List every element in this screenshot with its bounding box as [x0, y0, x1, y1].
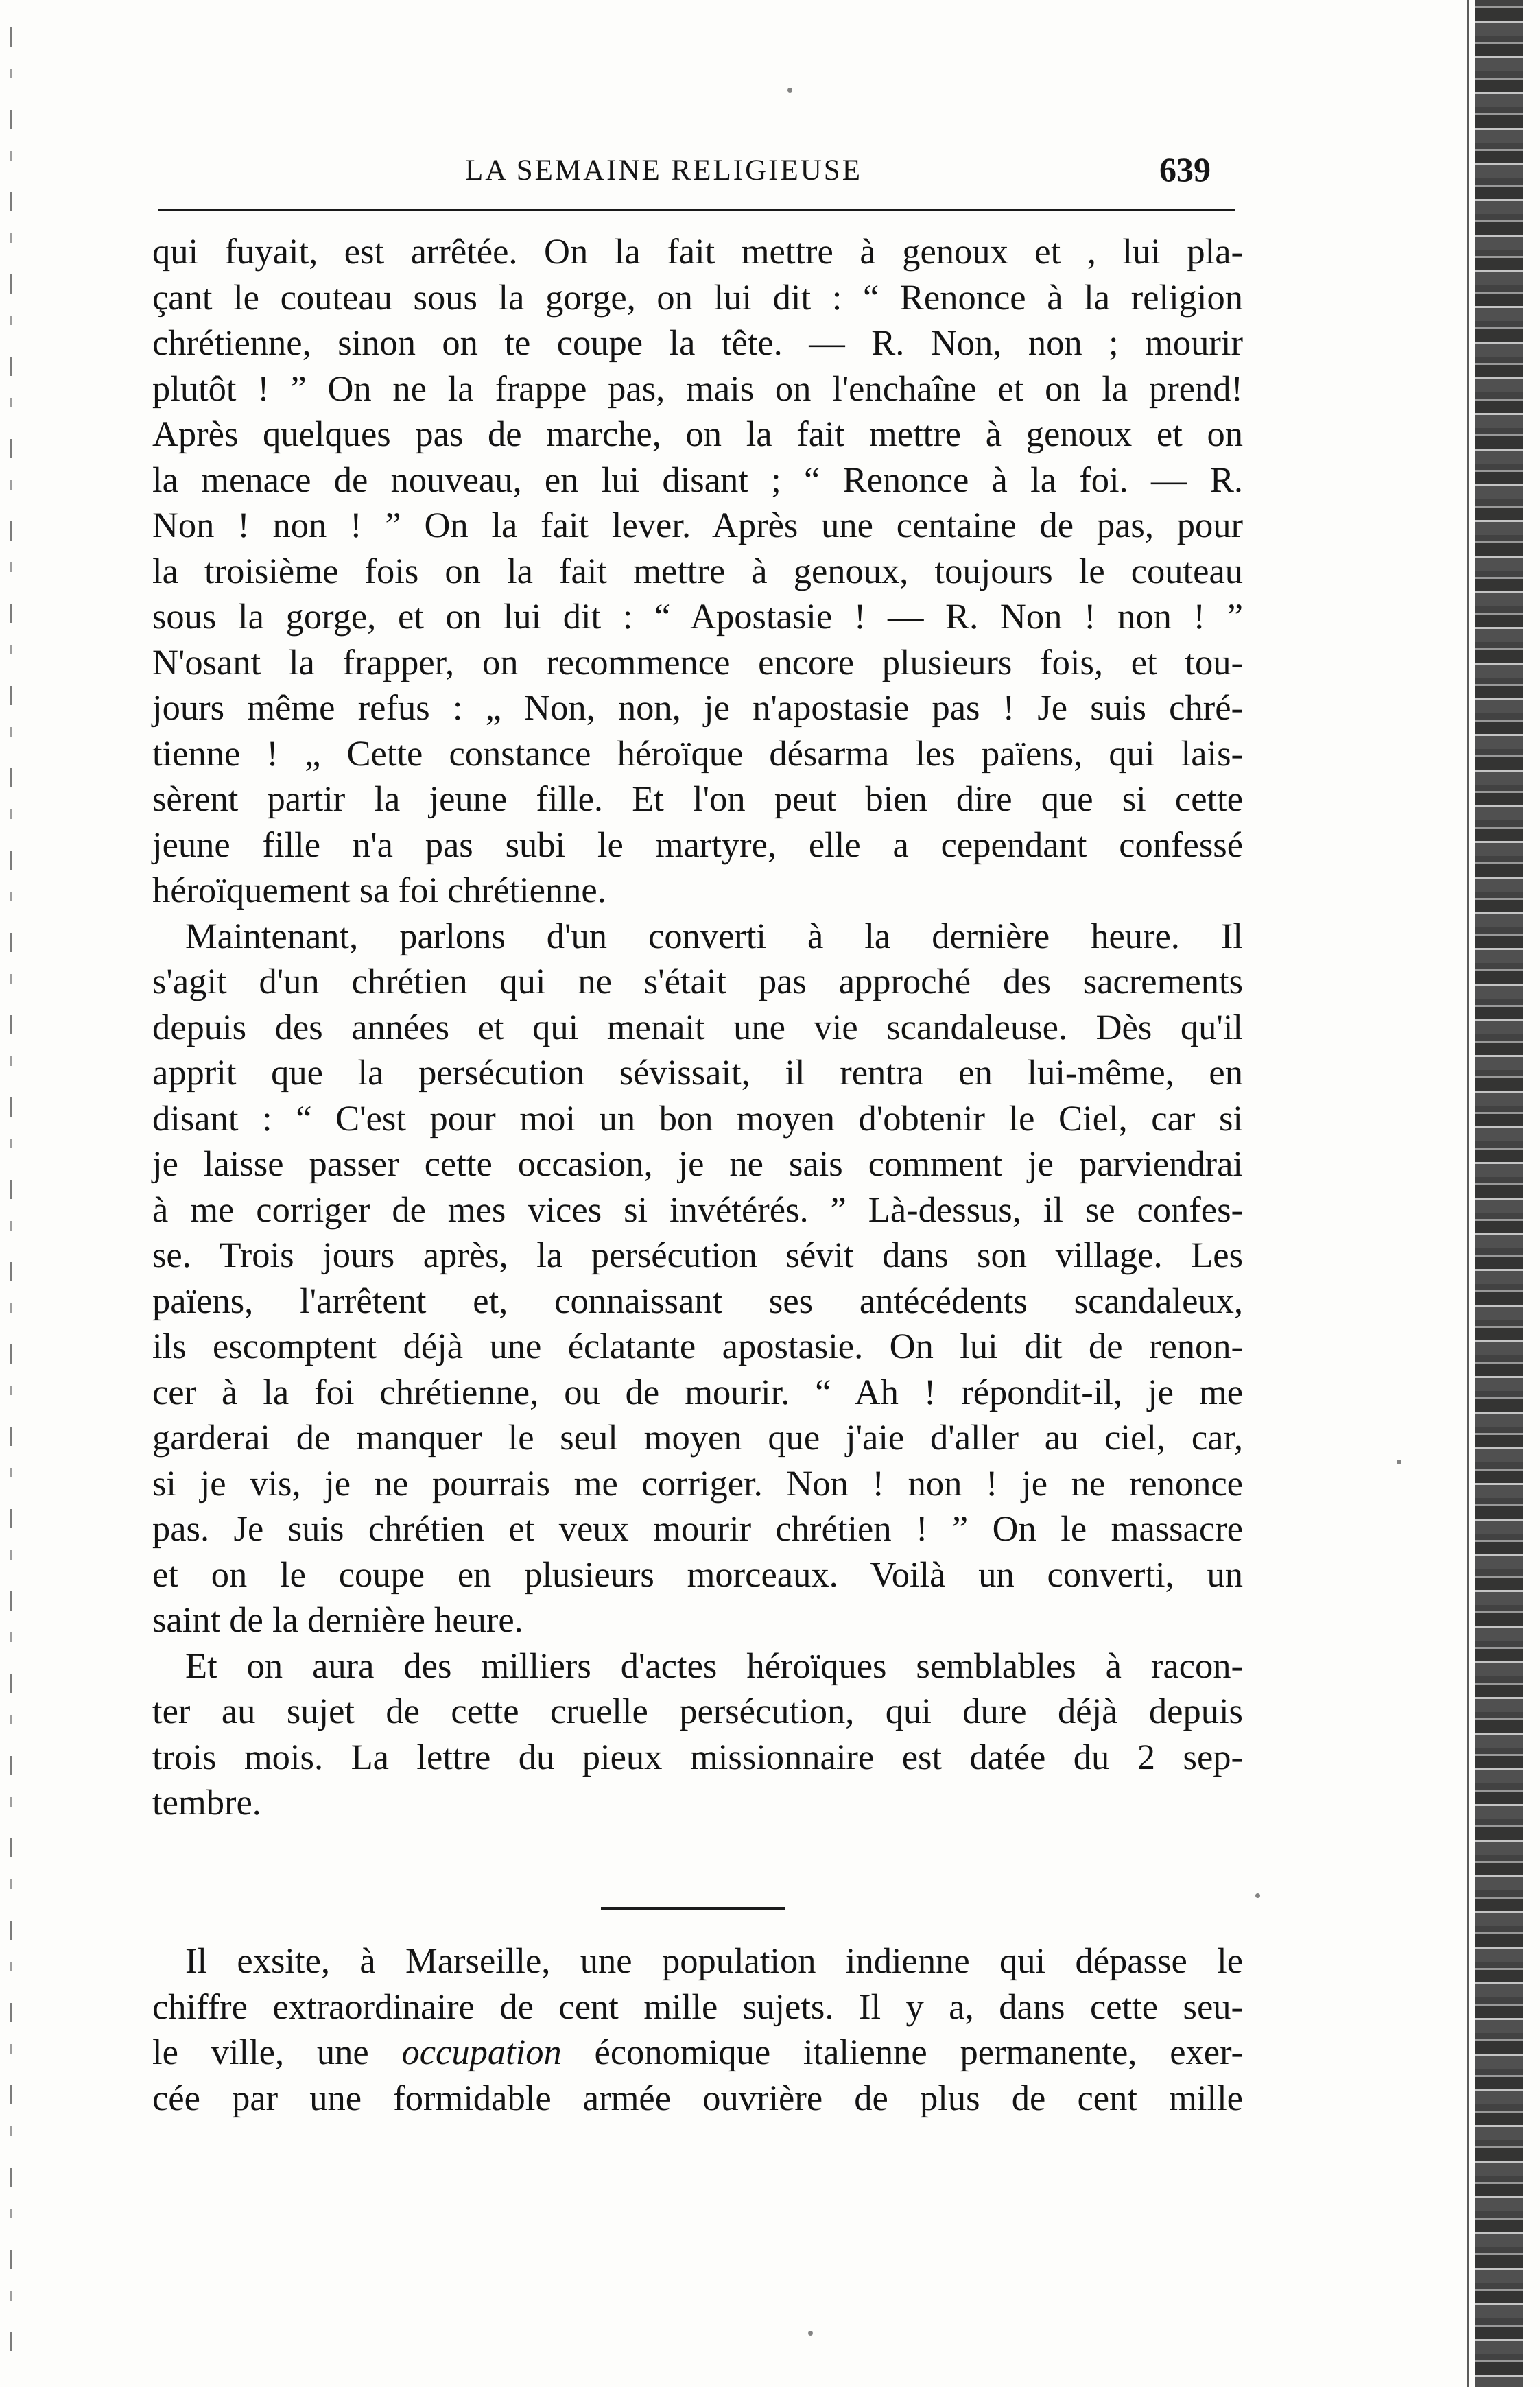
text-line: ter au sujet de cette cruelle persécution, qui dure déjà depuis [152, 1691, 1243, 1731]
text-line: disant : “ C'est pour moi un bon moyen d'obtenir le Ciel, car si [152, 1098, 1243, 1139]
article-body [152, 229, 1243, 1826]
paragraph-4 [152, 1938, 1243, 2121]
text-line: tembre. [152, 1783, 261, 1822]
text-line: à me corriger de mes vices si invétérés. ” Là-dessus, il se confes- [152, 1189, 1243, 1230]
running-title: LA SEMAINE RELIGIEUSE [465, 154, 862, 187]
text-line: je laisse passer cette occasion, je ne sais comment je parviendrai [152, 1144, 1243, 1184]
text-line: Maintenant, parlons d'un converti à la dernière heure. Il [185, 916, 1243, 956]
text-line: Après quelques pas de marche, on la fait mettre à genoux et on [152, 414, 1243, 454]
text-line: cer à la foi chrétienne, ou de mourir. “ Ah ! répondit-il, je me [152, 1372, 1243, 1412]
text-line: le ville, une occupation économique italienne permanente, exer- [152, 2032, 1243, 2072]
text-line: apprit que la persécution sévissait, il rentra en lui-même, en [152, 1053, 1243, 1093]
header-rule [158, 209, 1235, 211]
text-line: chiffre extraordinaire de cent mille sujets. Il y a, dans cette seu- [152, 1986, 1243, 2027]
text-line: depuis des années et qui menait une vie scandaleuse. Dès qu'il [152, 1007, 1243, 1047]
paragraph-2 [152, 914, 1243, 1643]
text-line: païens, l'arrêtent et, connaissant ses antécédents scandaleux, [152, 1281, 1243, 1321]
text-line: pas. Je suis chrétien et veux mourir chrétien ! ” On le massacre [152, 1509, 1243, 1549]
text-line: la menace de nouveau, en lui disant ; “ Renonce à la foi. — R. [152, 460, 1243, 500]
print-speck [1255, 1893, 1260, 1898]
next-article [152, 1938, 1243, 2121]
text-line: tienne ! „ Cette constance héroïque désarma les païens, qui lais- [152, 733, 1243, 774]
text-line: héroïquement sa foi chrétienne. [152, 870, 606, 910]
text-line: Il exsite, à Marseille, une population indienne qui dépasse le [185, 1941, 1243, 1981]
page-edge-line [1467, 0, 1469, 2387]
paragraph-1 [152, 229, 1243, 914]
text-line: Et on aura des milliers d'actes héroïques semblables à racon- [185, 1646, 1243, 1686]
text-line: trois mois. La lettre du pieux missionnaire est datée du 2 sep- [152, 1737, 1243, 1777]
text-line: N'osant la frapper, on recommence encore plusieurs fois, et tou- [152, 642, 1243, 682]
text-line: plutôt ! ” On ne la frappe pas, mais on l'enchaîne et on la prend! [152, 368, 1243, 409]
text-line: jeune fille n'a pas subi le martyre, elle a cependant confessé [152, 824, 1243, 865]
text-line: sous la gorge, et on lui dit : “ Apostasie ! — R. Non ! non ! ” [152, 597, 1243, 637]
text-line: ils escomptent déjà une éclatante apostasie. On lui dit de renon- [152, 1327, 1243, 1366]
print-speck [1397, 1460, 1401, 1464]
text-line: jours même refus : „ Non, non, je n'apostasie pas ! Je suis chré- [152, 688, 1243, 728]
text-line: saint de la dernière heure. [152, 1600, 523, 1640]
page-header [158, 145, 1242, 207]
text-line: Non ! non ! ” On la fait lever. Après une centaine de pas, pour [152, 506, 1243, 545]
print-speck [787, 88, 792, 93]
text-line: la troisième fois on la fait mettre à genoux, toujours le couteau [152, 551, 1243, 591]
text-line: sèrent partir la jeune fille. Et l'on peut bien dire que si cette [152, 779, 1243, 819]
paragraph-3 [152, 1643, 1243, 1826]
text-line: se. Trois jours après, la persécution sévit dans son village. Les [152, 1235, 1243, 1275]
text-line: et on le coupe en plusieurs morceaux. Voilà un converti, un [152, 1554, 1243, 1595]
text-line: chrétienne, sinon on te coupe la tête. — R. Non, non ; mourir [152, 323, 1243, 363]
text-line: çant le couteau sous la gorge, on lui dit : “ Renonce à la religion [152, 277, 1243, 318]
binding-shadow-right [1475, 0, 1523, 2387]
binding-shadow-left [10, 27, 12, 2360]
section-divider [601, 1907, 785, 1910]
text-line: cée par une formidable armée ouvrière de plus de cent mille [152, 2078, 1243, 2118]
text-line: si je vis, je ne pourrais me corriger. Non ! non ! je ne renonce [152, 1463, 1243, 1504]
text-line: s'agit d'un chrétien qui ne s'était pas approché des sacrements [152, 962, 1243, 1001]
print-speck [808, 2331, 813, 2336]
text-line: qui fuyait, est arrêtée. On la fait mettre à genoux et , lui pla- [152, 232, 1243, 272]
page-number: 639 [1159, 150, 1211, 189]
text-line: garderai de manquer le seul moyen que j'aie d'aller au ciel, car, [152, 1418, 1243, 1458]
